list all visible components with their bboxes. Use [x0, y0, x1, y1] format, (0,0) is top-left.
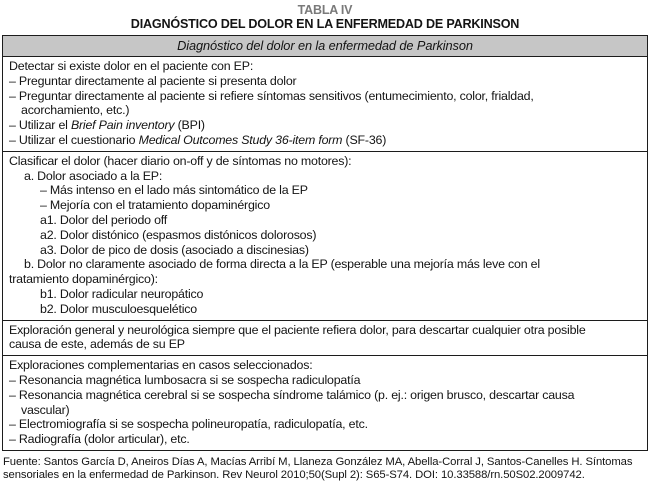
text-segment: acorchamiento, etc.)	[21, 103, 130, 118]
text-segment: vascular)	[21, 402, 70, 417]
table-text-line	[9, 183, 642, 198]
text-segment: – Electromiografía si se sospecha polineuropatía, radiculopatía, etc.	[9, 417, 368, 432]
table-text-line	[9, 118, 642, 133]
italic-term: Medical Outcomes Study 36-item form	[138, 132, 343, 147]
text-segment: – Preguntar directamente al paciente si refiere síntomas sensitivos (entumecimiento, color, frialdad,	[9, 88, 534, 103]
table-text-line	[9, 228, 642, 243]
text-segment: – Resonancia magnética lumbosacra si se sospecha radiculopatía	[9, 372, 361, 387]
text-segment: – Resonancia magnética cerebral si se sospecha síndrome talámico (p. ej.: origen brusco, descartar causa	[9, 387, 575, 402]
table-text-line	[9, 74, 642, 89]
source-note-line-2: sensoriales en la enfermedad de Parkinson. Rev Neurol 2010;50(Supl 2): S65-S74. DOI: 10.33588/rn.50S02.2009742.	[3, 468, 585, 481]
table-text-line	[9, 403, 642, 418]
text-segment: Exploración general y neurológica siempre que el paciente refiera dolor, para descartar cualquier otra posible	[9, 322, 586, 337]
table-text-line	[9, 388, 642, 403]
diagnosis-table	[2, 35, 648, 451]
table-text-line	[9, 373, 642, 388]
text-segment: Exploraciones complementarias en casos seleccionados:	[9, 358, 313, 373]
text-segment: a2. Dolor distónico (espasmos distónicos dolorosos)	[40, 227, 317, 242]
text-segment: causa de este, además de su EP	[9, 337, 185, 352]
table-text-line	[9, 154, 642, 169]
text-segment: – Radiografía (dolor articular), etc.	[9, 432, 190, 447]
table-section-cell	[3, 57, 648, 152]
table-text-line	[9, 323, 642, 338]
source-note	[0, 451, 650, 482]
table-text-line	[9, 272, 642, 287]
text-segment: (SF-36)	[342, 132, 387, 147]
text-segment: – Mejoría con el tratamiento dopaminérgico	[40, 198, 270, 213]
text-segment: – Más intenso en el lado más sintomático de la EP	[40, 183, 308, 198]
source-note-line-1: Fuente: Santos García D, Aneiros Días A, Macías Arribí M, Llaneza González MA, Abella-Corral J, Santos-Canelles H. Síntomas	[3, 455, 633, 468]
table-text-line	[9, 243, 642, 258]
table-header-cell: Diagnóstico del dolor en la enfermedad de Parkinson	[3, 36, 648, 57]
text-segment: – Utilizar el cuestionario	[9, 132, 139, 147]
text-segment: Clasificar el dolor (hacer diario on-off y de síntomas no motores):	[9, 153, 352, 168]
table-text-line	[9, 287, 642, 302]
table-text-line	[9, 417, 642, 432]
table-number-label: TABLA IV	[297, 3, 353, 17]
table-text-line	[9, 213, 642, 228]
text-segment: a3. Dolor de pico de dosis (asociado a discinesias)	[40, 242, 309, 257]
italic-term: Brief Pain inventory	[70, 118, 175, 133]
page-title: DIAGNÓSTICO DEL DOLOR EN LA ENFERMEDAD DE PARKINSON	[130, 17, 520, 31]
text-segment: – Utilizar el	[9, 118, 71, 133]
text-segment: b2. Dolor musculoesquelético	[40, 301, 197, 316]
text-segment: b. Dolor no claramente asociado de forma directa a la EP (esperable una mejoría más leve con el	[24, 257, 540, 272]
table-text-line	[9, 198, 642, 213]
text-segment: tratamiento dopaminérgico):	[9, 272, 158, 287]
table-section-cell	[3, 151, 648, 320]
table-text-line	[9, 59, 642, 74]
table-header-row	[3, 36, 648, 57]
table-section-row-clasificacion-del-dolor	[3, 151, 648, 320]
text-segment: b1. Dolor radicular neuropático	[40, 286, 204, 301]
table-text-line	[9, 358, 642, 373]
table-text-line	[9, 302, 642, 317]
table-body	[3, 36, 648, 451]
text-segment: a1. Dolor del periodo off	[40, 212, 168, 227]
text-segment: Detectar si existe dolor en el paciente con EP:	[9, 59, 254, 73]
table-text-line	[9, 337, 642, 352]
text-segment: a. Dolor asociado a la EP:	[24, 168, 163, 183]
table-section-cell	[3, 320, 648, 356]
table-section-row-deteccion-del-dolor	[3, 57, 648, 152]
text-segment: (BPI)	[174, 118, 205, 133]
table-section-cell	[3, 356, 648, 451]
table-text-line	[9, 257, 642, 272]
table-text-line	[9, 133, 642, 148]
table-text-line	[9, 89, 642, 104]
table-text-line	[9, 169, 642, 184]
text-segment: – Preguntar directamente al paciente si presenta dolor	[9, 73, 297, 88]
table-text-line	[9, 103, 642, 118]
table-text-line	[9, 432, 642, 447]
table-section-row-exploracion-general	[3, 320, 648, 356]
table-section-row-exploraciones-complementarias	[3, 356, 648, 451]
